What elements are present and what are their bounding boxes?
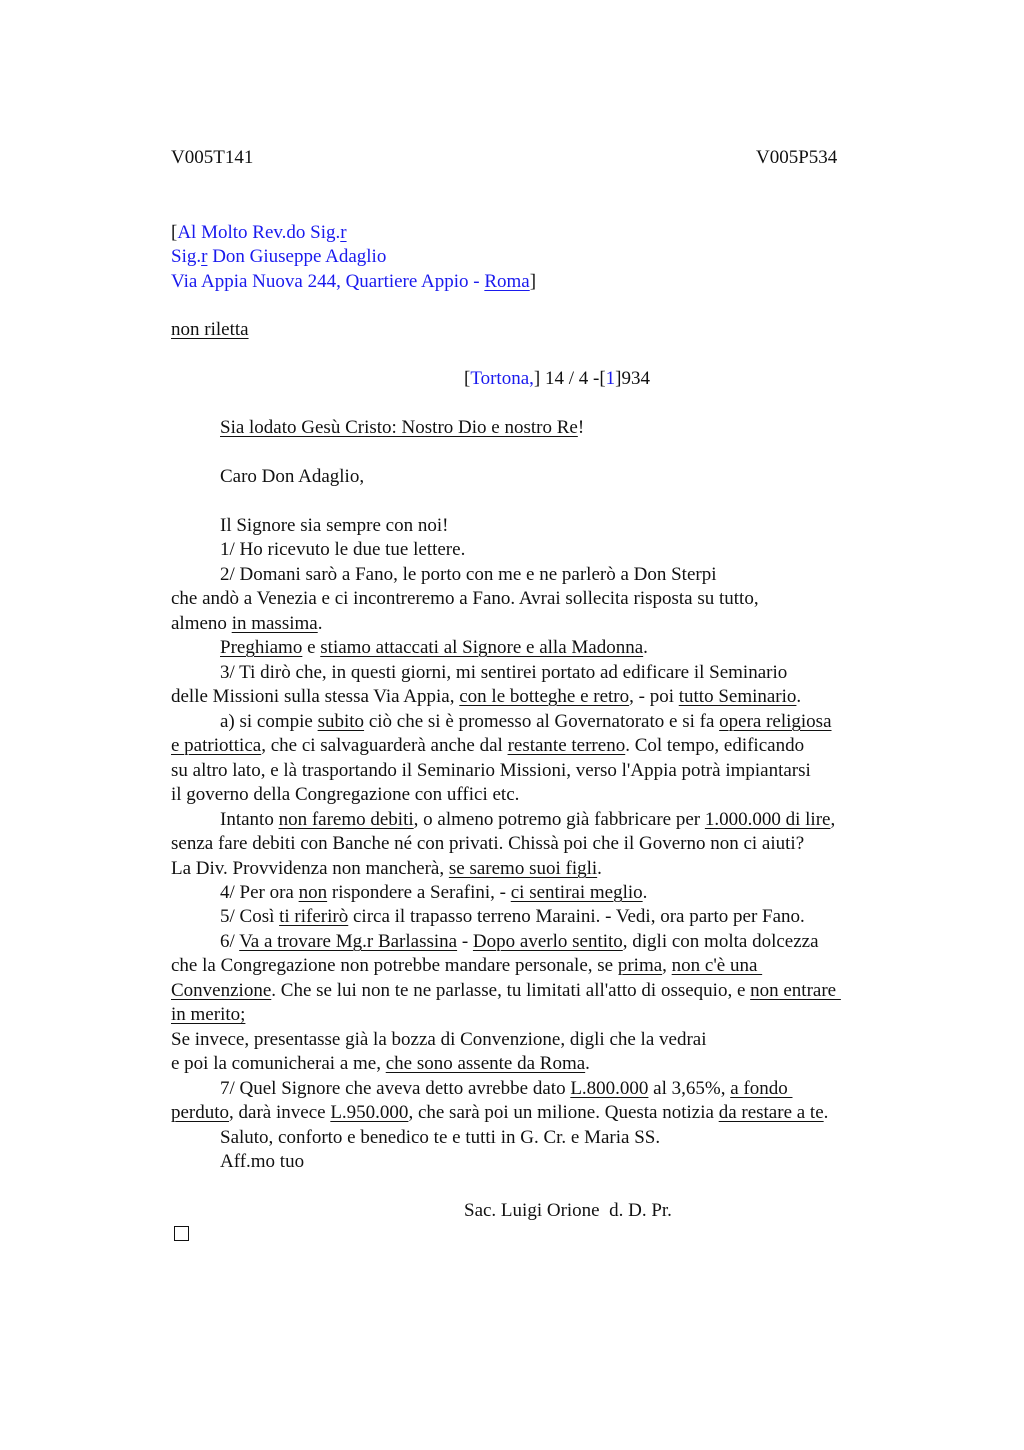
- body-line: [171, 1003, 245, 1027]
- underlined-text: ti riferirò: [279, 906, 349, 927]
- date-digit: 1: [605, 368, 616, 389]
- body-line: 3/ Ti dirò che, in questi giorni, mi sentirei portato ad edificare il Seminario: [220, 662, 788, 683]
- note-non-riletta: non riletta: [171, 319, 249, 340]
- underlined-text: non faremo debiti: [278, 809, 414, 830]
- date-text: ] 14 / 4 -: [533, 368, 600, 389]
- body-line: [171, 734, 804, 758]
- text: 7/ Quel Signore che aveva detto avrebbe dato: [220, 1078, 571, 1099]
- underlined-text: con le botteghe e retro: [459, 686, 630, 707]
- text: .: [317, 613, 323, 634]
- body-line: [171, 1052, 590, 1076]
- text: 5/ Così: [220, 906, 280, 927]
- bracket: [: [171, 222, 178, 243]
- body-line: [171, 979, 841, 1003]
- text: 4/ Per ora: [220, 882, 299, 903]
- text: , darà invece: [229, 1102, 331, 1123]
- address-text: Don Giuseppe Adaglio: [207, 246, 387, 267]
- underlined-text: da restare a te: [718, 1102, 824, 1123]
- bracket: ]: [529, 271, 537, 292]
- body-line: [171, 954, 762, 978]
- address-text: Via Appia Nuova 244, Quartiere Appio -: [171, 271, 485, 292]
- text: circa il trapasso terreno Maraini. - Vedi, ora parto per Fano.: [348, 906, 805, 927]
- bracket: [: [599, 368, 606, 389]
- underlined-text: L.800.000: [570, 1078, 649, 1099]
- text: ,: [830, 809, 836, 830]
- text: che la Congregazione non potrebbe mandare personale, se: [171, 955, 618, 976]
- text: .: [585, 1053, 590, 1074]
- body-line: che andò a Venezia e ci incontreremo a Fano. Avrai sollecita risposta su tutto,: [171, 588, 759, 609]
- text: .: [823, 1102, 829, 1123]
- address-line-1: [171, 221, 347, 245]
- underlined-text: se saremo suoi figli: [448, 858, 598, 879]
- text: delle Missioni sulla stessa Via Appia,: [171, 686, 460, 707]
- body-line: Se invece, presentasse già la bozza di Convenzione, digli che la vedrai: [171, 1029, 707, 1050]
- address-text: Al Molto Rev.do Sig.: [177, 222, 341, 243]
- text: 6/: [220, 931, 240, 952]
- text: ,: [662, 955, 672, 976]
- body-line: Aff.mo tuo: [220, 1151, 305, 1172]
- underlined-text: L.950.000: [330, 1102, 409, 1123]
- text: almeno: [171, 613, 232, 634]
- body-line: senza fare debiti con Banche né con privati. Chissà poi che il Governo non ci aiuti?: [171, 833, 805, 854]
- date-place: Tortona,: [470, 368, 534, 389]
- underlined-text: subito: [317, 711, 365, 732]
- salutation-end: !: [577, 417, 585, 438]
- body-line: Saluto, conforto e benedico te e tutti in G. Cr. e Maria SS.: [220, 1127, 661, 1148]
- address-line-2: [171, 245, 386, 269]
- underlined-text: ci sentirai meglio: [510, 882, 643, 903]
- text: rispondere a Serafini, -: [327, 882, 511, 903]
- checkbox-square-icon: [174, 1226, 189, 1241]
- underlined-text: restante terreno: [507, 735, 626, 756]
- text: . Che se lui non te ne parlasse, tu limitati all'atto di ossequio, e: [271, 980, 751, 1001]
- text: e poi la comunicherai a me,: [171, 1053, 386, 1074]
- body-line: il governo della Congregazione con uffici etc.: [171, 784, 520, 805]
- underlined-text: e patriottica: [171, 735, 262, 756]
- underlined-text: non: [298, 882, 328, 903]
- body-line: [171, 1101, 828, 1125]
- signature: Sac. Luigi Orione d. D. Pr.: [464, 1200, 672, 1221]
- body-line: su altro lato, e là trasportando il Seminario Missioni, verso l'Appia potrà impiantarsi: [171, 760, 811, 781]
- text: ciò che si è promesso al Governatorato e si fa: [364, 711, 720, 732]
- dateline: [464, 367, 650, 391]
- underlined-text: Convenzione: [171, 980, 272, 1001]
- text: al 3,65%,: [648, 1078, 731, 1099]
- underlined-text: in massima: [231, 613, 318, 634]
- underlined-text: 1.000.000 di lire: [704, 809, 831, 830]
- text: .: [796, 686, 802, 707]
- body-line: [171, 685, 801, 709]
- date-text: ]934: [615, 368, 650, 389]
- underlined-text: perduto: [171, 1102, 230, 1123]
- underlined-text: Va a trovare Mg.r Barlassina: [239, 931, 458, 952]
- text: , digli con molta dolcezza: [622, 931, 819, 952]
- address-abbrev: r: [201, 246, 208, 267]
- body-line: [171, 881, 647, 905]
- text: e: [302, 637, 321, 658]
- text: .: [642, 882, 648, 903]
- body-line: [171, 808, 835, 832]
- text: , che sarà poi un milione. Questa notizia: [408, 1102, 719, 1123]
- body-line: [171, 612, 322, 636]
- address-city: Roma: [484, 271, 530, 292]
- text: , che ci salvaguarderà anche dal: [261, 735, 508, 756]
- text: .: [643, 637, 648, 658]
- underlined-text: non c'è una: [671, 955, 763, 976]
- bracket: [: [464, 368, 471, 389]
- underlined-text: non entrare: [750, 980, 841, 1001]
- text: .: [597, 858, 602, 879]
- text: La Div. Provvidenza non mancherà,: [171, 858, 449, 879]
- underlined-text: prima: [617, 955, 663, 976]
- body-line: [171, 930, 819, 954]
- underlined-text: stiamo attaccati al Signore e alla Madonna: [320, 637, 644, 658]
- address-line-3: [171, 270, 536, 294]
- underlined-text: tutto Seminario: [678, 686, 797, 707]
- body-line: [171, 1077, 792, 1101]
- document-code-left: V005T141: [171, 147, 254, 168]
- body-line: [171, 636, 648, 660]
- document-code-right: V005P534: [756, 147, 838, 168]
- underlined-text: a fondo: [730, 1078, 793, 1099]
- body-line: [171, 710, 832, 734]
- body-line: [171, 857, 602, 881]
- underlined-text: Preghiamo: [220, 637, 303, 658]
- body-line: [171, 905, 805, 929]
- underlined-text: opera religiosa: [719, 711, 832, 732]
- address-abbrev: r: [340, 222, 347, 243]
- greeting: Caro Don Adaglio,: [220, 466, 365, 487]
- body-line: 2/ Domani sarò a Fano, le porto con me e ne parlerò a Don Sterpi: [220, 564, 717, 585]
- text: -: [457, 931, 473, 952]
- text: , o almeno potremo già fabbricare per: [413, 809, 705, 830]
- salutation: [171, 416, 584, 440]
- text: , - poi: [629, 686, 679, 707]
- underlined-text: Dopo averlo sentito: [472, 931, 623, 952]
- underlined-text: che sono assente da Roma: [385, 1053, 586, 1074]
- address-text: Sig.: [171, 246, 202, 267]
- underlined-text: in merito;: [171, 1004, 246, 1025]
- body-line: 1/ Ho ricevuto le due tue lettere.: [220, 539, 466, 560]
- text: Intanto: [220, 809, 279, 830]
- salutation-text: Sia lodato Gesù Cristo: Nostro Dio e nostro Re: [220, 417, 578, 438]
- text: a) si compie: [220, 711, 318, 732]
- body-line: Il Signore sia sempre con noi!: [220, 515, 449, 536]
- text: . Col tempo, edificando: [625, 735, 805, 756]
